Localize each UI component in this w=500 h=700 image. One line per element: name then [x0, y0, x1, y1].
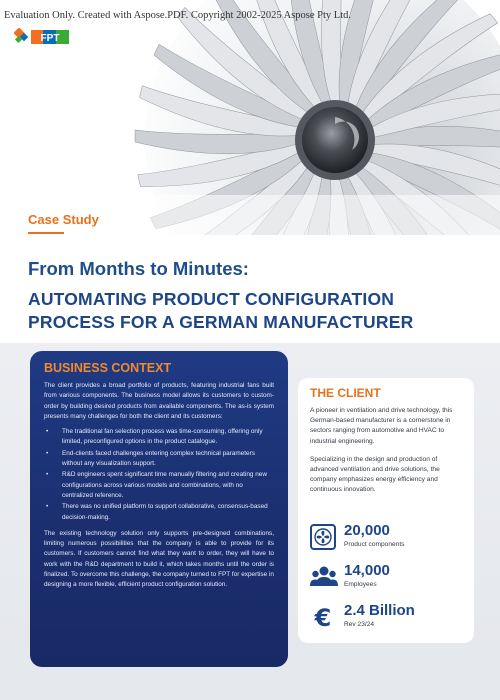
- svg-text:€: €: [314, 604, 332, 630]
- stat-label: Employees: [344, 581, 377, 588]
- business-context-title: BUSINESS CONTEXT: [44, 361, 172, 375]
- stat-value: 14,000: [344, 562, 390, 579]
- people-icon: [310, 564, 336, 590]
- fpt-logo: [14, 28, 70, 46]
- fan-icon: [310, 524, 336, 550]
- watermark-text: Evaluation Only. Created with Aspose.PDF. Copyright 2002-2025 Aspose Pty Ltd.: [4, 10, 352, 21]
- stat-revenue: [310, 604, 470, 636]
- business-context-panel: [30, 351, 288, 667]
- list-item: • The traditional fan selection process was time-consuming, offering only limited, preconfigured options in the product catalogue.: [44, 427, 274, 448]
- client-card: [298, 378, 474, 643]
- stat-value: 20,000: [344, 522, 390, 539]
- business-context-intro: The client provides a broad portfolio of products, featuring industrial fans built from various components. The business model allows its customers to custom-order by building desired products from available components. The as-is system presents many challenges for both the client and its customers:: [44, 382, 274, 420]
- stat-product-components: [310, 524, 470, 556]
- business-context-closing: The existing technology solution only supports pre-designed combinations, limiting numerous possibilities that the company is able to provide for its customers. If customers cannot find what they want to order, they will have to work with the R&D department to build it, which takes months until the order is finalized. To overcome this challenge, the company turned to FPT for expertise in designing a more flexible, efficient product configuration solution.: [44, 529, 274, 589]
- stat-label: Product components: [344, 541, 405, 548]
- stat-value: 2.4 Billion: [344, 602, 415, 619]
- client-title: THE CLIENT: [310, 386, 381, 400]
- page-title: [28, 288, 413, 334]
- stat-employees: [310, 564, 470, 596]
- hero-turbine-image: [0, 0, 500, 235]
- page-title-line2: PROCESS FOR A GERMAN MANUFACTURER: [28, 312, 414, 332]
- case-study-label: Case Study: [28, 212, 99, 227]
- euro-icon: [310, 604, 336, 630]
- stat-label: Rev 23/24: [344, 621, 375, 628]
- list-item: • R&D engineers spent significant time manually filtering and creating new configurations across various models and combinations, with no centralized reference.: [44, 470, 274, 501]
- page-subtitle: From Months to Minutes:: [28, 258, 249, 279]
- case-study-underline: [28, 232, 64, 234]
- list-item: • End-clients faced challenges entering complex technical parameters without any visualization support.: [44, 449, 274, 470]
- challenges-list: [44, 427, 274, 523]
- client-description-2: Specializing in the design and production of advanced ventilation and drive solutions, the company emphasizes energy efficiency and continuous innovation.: [310, 455, 440, 494]
- svg-text:FPT: FPT: [40, 33, 60, 44]
- client-description-1: A pioneer in ventilation and drive technology, this German-based manufacturer is a cornerstone in sectors ranging from automotive and HVAC to industrial engineering.: [310, 407, 453, 445]
- page-title-line1: AUTOMATING PRODUCT CONFIGURATION: [28, 289, 395, 309]
- list-item: • There was no unified platform to support collaborative, consensus-based decision-making.: [44, 502, 274, 523]
